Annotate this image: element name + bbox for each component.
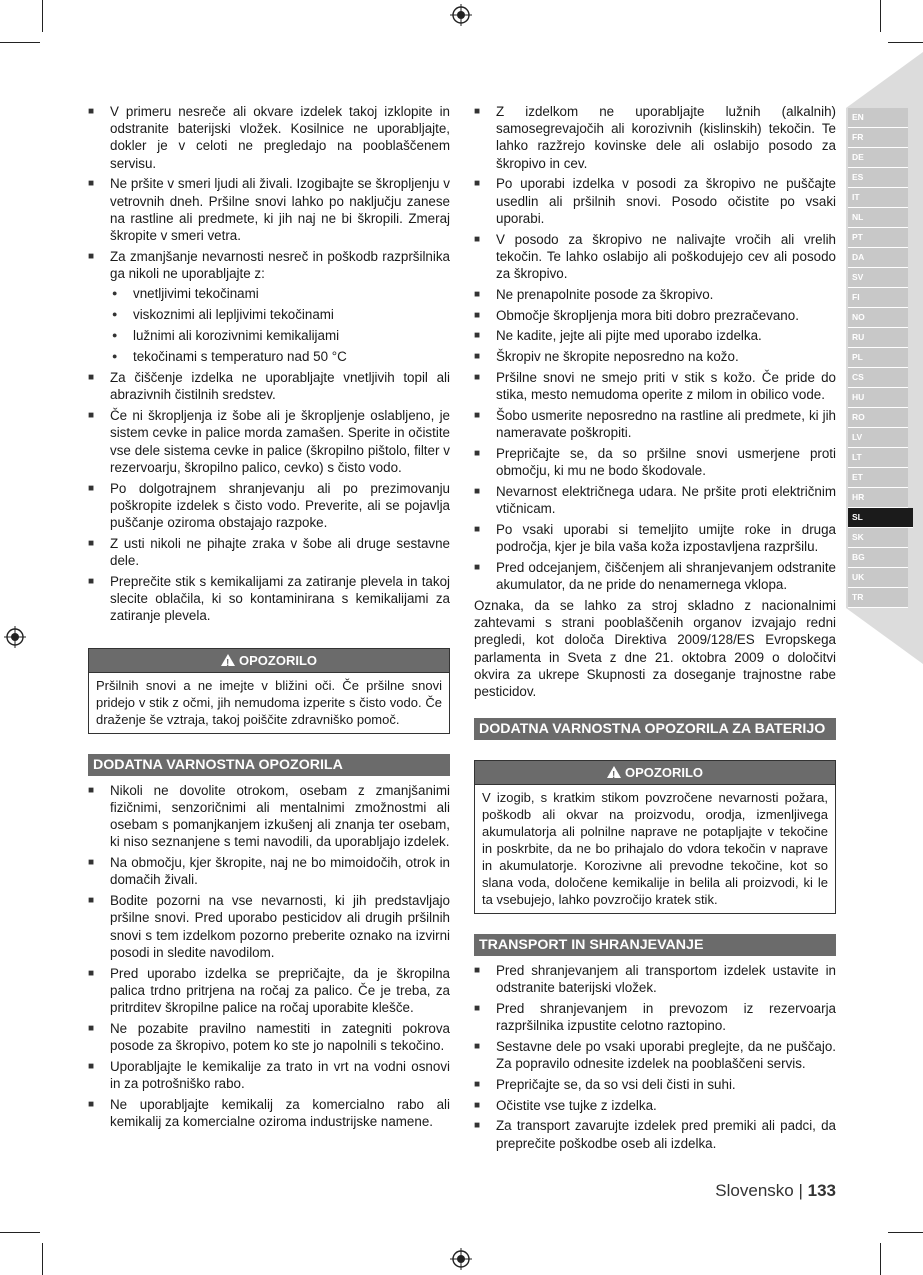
list-item: ■ Z usti nikoli ne pihajte zraka v šobe ali druge sestavne dele.: [88, 535, 450, 569]
language-tab-da[interactable]: DA: [848, 248, 908, 268]
language-tab-nl[interactable]: NL: [848, 208, 908, 228]
section-title: TRANSPORT IN SHRANJEVANJE: [474, 934, 836, 956]
warning-triangle-icon: [607, 766, 621, 778]
list-item: ■ Ne pozabite pravilno namestiti in zategniti pokrova posode za škropivo, potem ko ste jo napolnili s tekočino.: [88, 1020, 450, 1054]
list-item: ■ Škropiv ne škropite neposredno na kožo.: [474, 348, 836, 365]
language-tab-ru[interactable]: RU: [848, 328, 908, 348]
warning-box: [474, 760, 836, 913]
list-item: ■ Po dolgotrajnem shranjevanju ali po prezimovanju poškropite izdelek s čisto vodo. Preverite, ali se pojavlja puščanje oziroma obstajajo razpoke.: [88, 480, 450, 532]
warning-header: [475, 761, 835, 784]
page-footer: [715, 1181, 836, 1201]
crop-mark: [0, 42, 40, 43]
language-tab-fr[interactable]: FR: [848, 128, 908, 148]
language-tab-pt[interactable]: PT: [848, 228, 908, 248]
list-item: ■ Po vsaki uporabi si temeljito umijte roke in druga področja, kjer je bila vaša koža izpostavljena razpršilu.: [474, 521, 836, 555]
list-item: ■ Nikoli ne dovolite otrokom, osebam z zmanjšanimi fizičnimi, senzoričnimi ali mentalnimi zmožnostmi ali osebam s pomanjkanjem izkušenj ali znanja ter osebam, ki niso seznanjene s temi navodili, da uporabljajo izdelek.: [88, 782, 450, 851]
sub-list-item: ● tekočinami s temperaturo nad 50 °C: [110, 348, 450, 365]
sub-list-item: ● vnetljivimi tekočinami: [110, 285, 450, 302]
language-tab-ro[interactable]: RO: [848, 408, 908, 428]
list-item: ■ Pred shranjevanjem in prevozom iz rezervoarja razpršilnika izpustite celotno raztopino.: [474, 1000, 836, 1034]
list-item: ■ V primeru nesreče ali okvare izdelek takoj izklopite in odstranite baterijski vložek. Kosilnice ne uporabljajte, dokler je v celoti ne pregledajo na pooblaščenem servisu.: [88, 103, 450, 172]
language-tab-en[interactable]: EN: [848, 108, 908, 128]
language-tab-it[interactable]: IT: [848, 188, 908, 208]
section-title: DODATNA VARNOSTNA OPOZORILA ZA BATERIJO: [474, 718, 836, 740]
list-item: ■ Prepričajte se, da so vsi deli čisti in suhi.: [474, 1076, 836, 1093]
warning-text: Pršilnih snovi a ne imejte v bližini oči. Če pršilne snovi pridejo v stik z očmi, jih nemudoma izperite s čisto vodo. Če draženje še vztraja, takoj poiščite zdravniško pomoč.: [96, 677, 442, 727]
language-tab-lt[interactable]: LT: [848, 448, 908, 468]
language-tab-lv[interactable]: LV: [848, 428, 908, 448]
list-item: ■ Območje škropljenja mora biti dobro prezračevano.: [474, 307, 836, 324]
footer-separator: |: [798, 1181, 803, 1200]
footer-language: Slovensko: [715, 1181, 794, 1200]
registration-mark-icon: [4, 626, 26, 648]
language-tab-hu[interactable]: HU: [848, 388, 908, 408]
registration-mark-icon: [450, 1248, 472, 1270]
page-number: 133: [807, 1181, 836, 1200]
sub-list: [110, 285, 450, 365]
list-item: ■ V posodo za škropivo ne nalivajte vročih ali vrelih tekočin. Te lahko oslabijo ali poškodujejo cev ali posodo za škropivo.: [474, 231, 836, 283]
language-tab-hr[interactable]: HR: [848, 488, 908, 508]
language-tab-tr[interactable]: TR: [848, 588, 908, 608]
list-item: ■ Pred odcejanjem, čiščenjem ali shranjevanjem odstranite akumulator, da ne pride do nenamernega vklopa.: [474, 559, 836, 593]
crop-mark: [42, 1243, 43, 1275]
crop-mark: [0, 1232, 40, 1233]
list-item: ■ Ne uporabljajte kemikalij za komercialno rabo ali kemikalij za komercialne oziroma industrijske namene.: [88, 1096, 450, 1130]
additional-safety-list: [88, 782, 450, 1130]
registration-mark-icon: [450, 4, 472, 26]
list-item: ■ Pred uporabo izdelka se prepričajte, da je škropilna palica trdno pritrjena na ročaj za palico. Če je treba, za pritrditev škropilne palice na ročaj uporabite klešče.: [88, 965, 450, 1017]
list-item: ■ Pršilne snovi ne smejo priti v stik s kožo. Če pride do stika, mesto nemudoma operite z milom in obilico vode.: [474, 369, 836, 403]
list-item: ■ Za transport zavarujte izdelek pred premiki ali padci, da preprečite poškodbe oseb ali izdelka.: [474, 1117, 836, 1151]
warning-box: [88, 648, 450, 733]
language-tab-es[interactable]: ES: [848, 168, 908, 188]
language-tab-sl[interactable]: SL: [848, 508, 913, 528]
language-tab-sk[interactable]: SK: [848, 528, 908, 548]
list-item: ■ Z izdelkom ne uporabljajte lužnih (alkalnih) samosegrevajočih ali korozivnih (kislinskih) tekočin. Te lahko razžrejo kovinske dele ali oslabijo posodo za škropivo in cev.: [474, 103, 836, 172]
language-tab-no[interactable]: NO: [848, 308, 908, 328]
right-column: [474, 103, 836, 1155]
list-item: ■ Sestavne dele po vsaki uporabi preglejte, da ne puščajo. Za popravilo odnesite izdelek na pooblaščeni servis.: [474, 1038, 836, 1072]
section-title: DODATNA VARNOSTNA OPOZORILA: [88, 754, 450, 776]
language-tab-sv[interactable]: SV: [848, 268, 908, 288]
warning-text: V izogib, s kratkim stikom povzročene nevarnosti požara, poškodb ali okvar na proizvodu, orodja, izmenljivega akumulatorja ali polnilne naprave ne potapljajte v tekočine in poskrbite, da ne bo prihajalo do vdora tekočin v naprave in akumulatorje. Korozivne ali prevodne tekočine, kot so slana voda, določene kemikalije in belila ali proizvodi, ki le ta vsebujejo, lahko povzročijo kratek stik.: [482, 789, 828, 907]
list-item: ■ Po uporabi izdelka v posodi za škropivo ne puščajte usedlin ali pršilnih snovi. Posodo očistite po vsaki uporabi.: [474, 175, 836, 227]
directive-paragraph: Oznaka, da se lahko za stroj skladno z nacionalnimi zahtevami s strani pooblaščenih organov izvajajo redni pregledi, kot določa Direktiva 2009/128/ES Evropskega parlamenta in Sveta z dne 21. oktobra 2009 o določitvi okvira za ukrepe Skupnosti za doseganje trajnostne rabe pesticidov.: [474, 598, 836, 700]
transport-list: [474, 962, 836, 1152]
crop-mark: [880, 1243, 881, 1275]
sub-list-item: ● lužnimi ali korozivnimi kemikalijami: [110, 327, 450, 344]
list-item: ■ Ne pršite v smeri ljudi ali živali. Izogibajte se škropljenju v vetrovnih dneh. Pršilne snovi lahko po naključju zanese na rastline ali predmete, ki jih naj ne bi škropili. Zmeraj škropite v smeri vetra.: [88, 175, 450, 244]
sub-list-item: ● viskoznimi ali lepljivimi tekočinami: [110, 306, 450, 323]
language-tab-uk[interactable]: UK: [848, 568, 908, 588]
crop-mark: [888, 42, 923, 43]
language-tab-pl[interactable]: PL: [848, 348, 908, 368]
list-item: ■ Na območju, kjer škropite, naj ne bo mimoidočih, otrok in domačih živali.: [88, 854, 450, 888]
warning-triangle-icon: [221, 654, 235, 666]
list-item: ■ Preprečite stik s kemikalijami za zatiranje plevela in takoj slecite oblačila, ki so kontaminirana s kemikalijami za zatiranje plevela.: [88, 573, 450, 625]
list-item: ■ Nevarnost električnega udara. Ne pršite proti električnim vtičnicam.: [474, 483, 836, 517]
list-item-text: Za zmanjšanje nevarnosti nesreč in poškodb razpršilnika ga nikoli ne uporabljajte z:: [110, 248, 450, 282]
list-item: ■ Pred shranjevanjem ali transportom izdelek ustavite in odstranite baterijski vložek.: [474, 962, 836, 996]
list-item: ■ Prepričajte se, da so pršilne snovi usmerjene proti območju, ki mu ne bodo škodovale.: [474, 445, 836, 479]
list-item: [88, 248, 450, 366]
list-item: ■ Ne prenapolnite posode za škropivo.: [474, 286, 836, 303]
safety-list: [88, 103, 450, 624]
safety-list-continued: [474, 103, 836, 593]
language-tab-cs[interactable]: CS: [848, 368, 908, 388]
list-item: ■ Ne kadite, jejte ali pijte med uporabo izdelka.: [474, 327, 836, 344]
list-item: ■ Za čiščenje izdelka ne uporabljajte vnetljivih topil ali abrazivnih čistilnih sredstev.: [88, 369, 450, 403]
warning-title: OPOZORILO: [239, 653, 317, 669]
crop-mark: [880, 0, 881, 32]
language-index: [848, 108, 908, 608]
list-item: ■ Če ni škropljenja iz šobe ali je škropljenje oslabljeno, je sistem cevke in palice morda zamašen. Sperite in očistite vse dele sistema cevke in palice (škropilno pištolo, filter v rezervoarju, škropilno palico, cevko) s čisto vodo.: [88, 407, 450, 476]
crop-mark: [888, 1232, 923, 1233]
language-tab-fi[interactable]: FI: [848, 288, 908, 308]
left-column: [88, 103, 450, 1134]
list-item: ■ Bodite pozorni na vse nevarnosti, ki jih predstavljajo pršilne snovi. Pred uporabo pesticidov ali drugih pršilnih snovi s tem izdelkom pozorno preberite oznako na izvirni posodi in sledite navodilom.: [88, 892, 450, 961]
warning-title: OPOZORILO: [625, 765, 703, 781]
warning-header: [89, 649, 449, 672]
list-item: ■ Uporabljajte le kemikalije za trato in vrt na vodni osnovi in za potrošniško rabo.: [88, 1058, 450, 1092]
crop-mark: [42, 0, 43, 32]
language-tab-bg[interactable]: BG: [848, 548, 908, 568]
language-tab-et[interactable]: ET: [848, 468, 908, 488]
language-tab-de[interactable]: DE: [848, 148, 908, 168]
list-item: ■ Očistite vse tujke z izdelka.: [474, 1097, 836, 1114]
list-item: ■ Šobo usmerite neposredno na rastline ali predmete, ki jih nameravate poškropiti.: [474, 407, 836, 441]
